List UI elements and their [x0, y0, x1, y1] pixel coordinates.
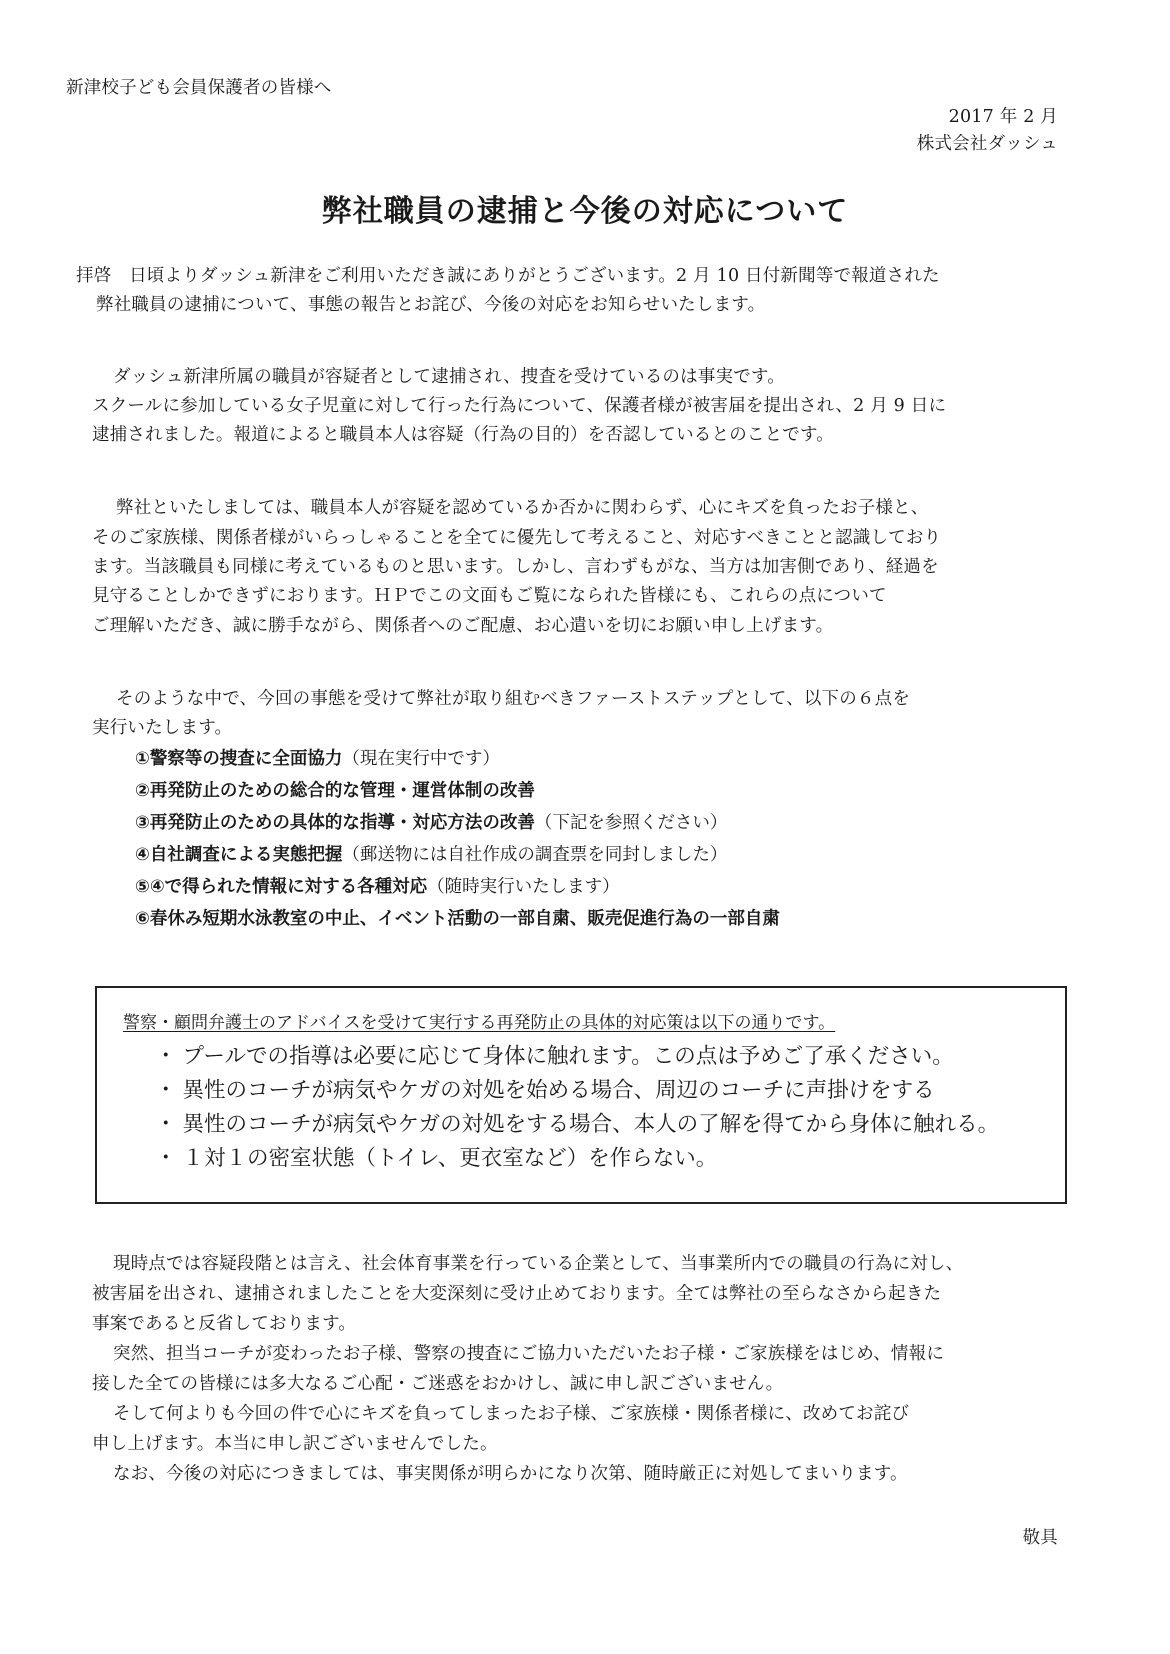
step-note: （随時実行いたします） [427, 877, 620, 897]
recipient-line: 新津校子ども会員保護者の皆様へ [66, 78, 332, 98]
step-note: （現在実行中です） [342, 749, 500, 769]
paragraph-line: そのような中で、今回の事態を受けて弊社が取り組むべきファーストステップとして、以下の６点を [116, 689, 911, 709]
bullet-icon: ・ [155, 1146, 177, 1171]
bullet-icon: ・ [155, 1044, 177, 1069]
step-item [135, 847, 727, 865]
closing-line: 接した全ての皆様には多大なるご心配・ご迷惑をおかけし、誠に申し訳ございません。 [92, 1374, 784, 1394]
paragraph-line: ます。当該職員も同様に考えているものと思います。しかし、言わずもがな、当方は加害側であり、経過を [92, 557, 939, 577]
paragraph-line: ダッシュ新津所属の職員が容疑者として逮捕され、捜査を受けているのは事実です。 [113, 367, 785, 387]
step-item [135, 815, 727, 833]
measure-text: 異性のコーチが病気やケガの対処を始める場合、周辺のコーチに声掛けをする [182, 1078, 935, 1103]
step-item [135, 879, 620, 897]
measure-text: 異性のコーチが病気やケガの対処をする場合、本人の了解を得てから身体に触れる。 [182, 1112, 1000, 1137]
closing-line: 事案であると反省しております。 [92, 1314, 357, 1334]
step-text: ④自社調査による実態把握 [135, 845, 343, 865]
measure-item [155, 1148, 717, 1170]
step-text: ⑤④で得られた情報に対する各種対応 [135, 877, 428, 897]
step-text: ①警察等の捜査に全面協力 [135, 749, 343, 769]
step-note: （下記を参照ください） [534, 813, 728, 833]
measure-item [155, 1114, 999, 1136]
step-note: （郵送物には自社作成の調査票を同封しました） [342, 845, 728, 865]
paragraph-line: 逮捕されました。報道によると職員本人は容疑（行為の目的）を否認しているとのことです。 [92, 425, 834, 445]
measures-heading: 警察・顧問弁護士のアドバイスを受けて実行する再発防止の具体的対応策は以下の通りです。 [123, 1013, 836, 1033]
closing-line: 被害届を出され、逮捕されましたことを大変深刻に受け止めております。全ては弊社の至らなさから起きた [92, 1284, 942, 1304]
paragraph-line: 弊社といたしましては、職員本人が容疑を認めているか否かに関わらず、心にキズを負ったお子様と、 [116, 498, 929, 518]
step-text: ⑥春休み短期水泳教室の中止、イベント活動の一部自粛、販売促進行為の一部自粛 [135, 909, 780, 929]
measures-box [95, 986, 1067, 1204]
measure-item [155, 1046, 954, 1068]
sign-off: 敬具 [1022, 1528, 1058, 1548]
paragraph-line: 見守ることしかできずにおります。ＨＰでこの文面もご覧になられた皆様にも、これらの点について [92, 586, 887, 606]
step-text: ②再発防止のための総合的な管理・運営体制の改善 [135, 781, 535, 801]
step-item [135, 751, 500, 769]
bullet-icon: ・ [155, 1078, 177, 1103]
paragraph-line: ご理解いただき、誠に勝手ながら、関係者へのご配慮、お心遣いを切にお願い申し上げます。 [92, 616, 834, 636]
measure-text: １対１の密室状態（トイレ、更衣室など）を作らない。 [182, 1146, 718, 1171]
intro-line: 拝啓 日頃よりダッシュ新津をご利用いただき誠にありがとうございます。2 月 10 日付新聞等で報道された [76, 266, 940, 286]
letter-date: 2017 年 2 月 [948, 107, 1058, 127]
closing-line: 突然、担当コーチが変わったお子様、警察の捜査にご協力いただいたお子様・ご家族様をはじめ、情報に [113, 1344, 945, 1364]
step-text: ③再発防止のための具体的な指導・対応方法の改善 [135, 813, 535, 833]
measure-text: プールでの指導は必要に応じて身体に触れます。この点は予めご了承ください。 [182, 1044, 954, 1069]
closing-line: 現時点では容疑段階とは言え、社会体育事業を行っている企業として、当事業所内での職員の行為に対し、 [113, 1254, 964, 1274]
closing-line: 申し上げます。本当に申し訳ございませんでした。 [92, 1434, 498, 1454]
intro-line: 弊社職員の逮捕について、事態の報告とお詫び、今後の対応をお知らせいたします。 [96, 295, 766, 315]
paragraph-line: スクールに参加している女子児童に対して行った行為について、保護者様が被害届を提出され、2 月 9 日に [92, 396, 947, 416]
company-name: 株式会社ダッシュ [916, 134, 1058, 154]
closing-line: なお、今後の対応につきましては、事実関係が明らかになり次第、随時厳正に対処してまいります。 [113, 1464, 908, 1484]
closing-line: そして何よりも今回の件で心にキズを負ってしまったお子様、ご家族様・関係者様に、改めてお詫び [113, 1404, 910, 1424]
page-title: 弊社職員の逮捕と今後の対応について [321, 194, 849, 229]
bullet-icon: ・ [155, 1112, 177, 1137]
measure-item [155, 1080, 935, 1102]
step-item [135, 783, 535, 801]
paragraph-line: 実行いたします。 [92, 718, 233, 738]
paragraph-line: そのご家族様、関係者様がいらっしゃることを全てに優先して考えること、対応すべきことと認識しており [92, 528, 942, 548]
step-item [135, 911, 780, 929]
